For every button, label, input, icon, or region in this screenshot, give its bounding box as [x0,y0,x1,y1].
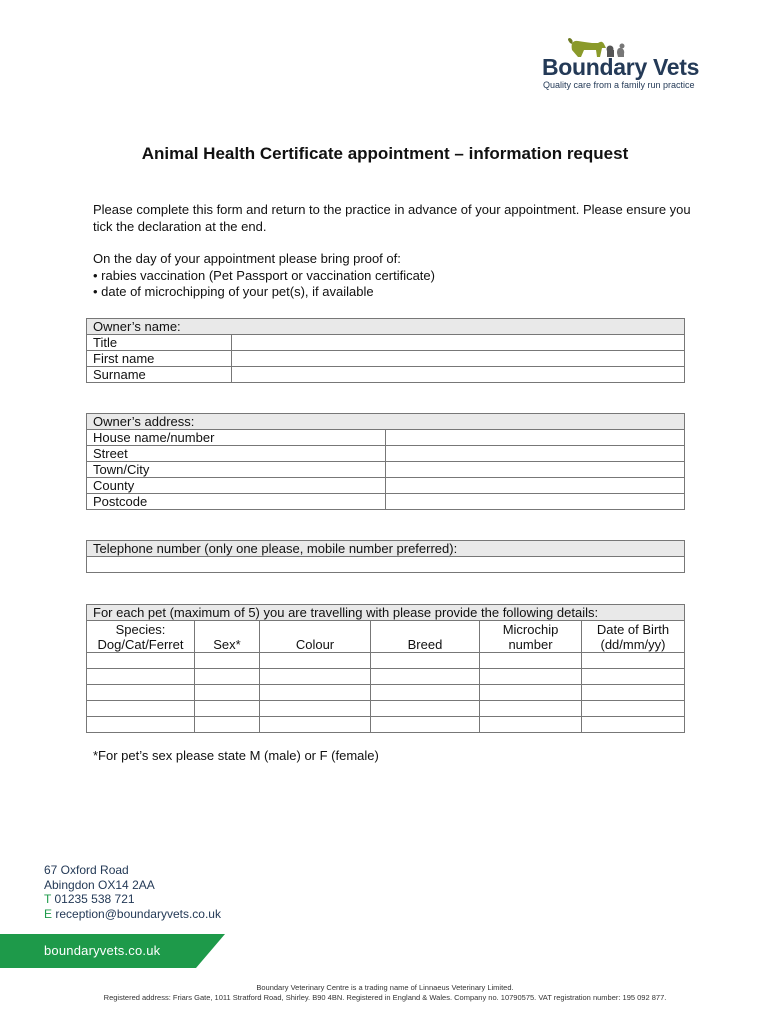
boundary-vets-logo [540,36,740,96]
pet-species-input[interactable] [87,669,195,685]
pet-row [87,685,685,701]
col-sex: Sex* [195,621,260,653]
owner-address-header: Owner’s address: [87,414,685,430]
pets-table [86,604,685,733]
pet-row [87,701,685,717]
sex-footnote: *For pet’s sex please state M (male) or F (female) [93,748,379,763]
owner-name-header: Owner’s name: [87,319,685,335]
street-input[interactable] [386,446,685,462]
pets-header: For each pet (maximum of 5) you are travelling with please provide the following details: [87,605,685,621]
first-name-input[interactable] [232,351,685,367]
pet-breed-input[interactable] [371,701,480,717]
pet-microchip-input[interactable] [480,653,582,669]
field-label-surname: Surname [87,367,232,383]
website-banner [0,934,225,968]
pet-colour-input[interactable] [260,685,371,701]
owner-name-table [86,318,685,383]
pet-colour-input[interactable] [260,717,371,733]
pet-colour-input[interactable] [260,653,371,669]
pet-species-input[interactable] [87,653,195,669]
intro-text: Please complete this form and return to the practice in advance of your appointment. Please ensure you tick the declaration at the end. [93,202,691,234]
page-title: Animal Health Certificate appointment – information request [141,144,629,163]
county-input[interactable] [386,478,685,494]
pet-row [87,669,685,685]
field-label-postcode: Postcode [87,494,386,510]
email-address[interactable]: reception@boundaryvets.co.uk [55,906,221,921]
pet-dob-input[interactable] [582,717,685,733]
legal-line-2: Registered address: Friars Gate, 1011 Stratford Road, Shirley. B90 4BN. Registered in England & Wales. Company no. 10790575. VAT registration number: 195 092 877. [103,993,667,1002]
brand-tagline: Quality care from a family run practice [543,80,695,90]
tel-label: T [44,892,52,906]
pet-microchip-input[interactable] [480,701,582,717]
address-line-1: 67 Oxford Road [44,863,129,877]
col-colour: Colour [260,621,371,653]
legal-line-1: Boundary Veterinary Centre is a trading name of Linnaeus Veterinary Limited. [256,983,514,992]
pet-breed-input[interactable] [371,685,480,701]
col-breed: Breed [371,621,480,653]
proof-intro: On the day of your appointment please bring proof of: [93,251,401,266]
field-label-county: County [87,478,386,494]
pet-colour-input[interactable] [260,701,371,717]
pet-species-input[interactable] [87,717,195,733]
pet-species-input[interactable] [87,685,195,701]
surname-input[interactable] [232,367,685,383]
pet-sex-input[interactable] [195,701,260,717]
col-microchip: Microchip number [480,621,582,653]
pet-sex-input[interactable] [195,717,260,733]
pet-microchip-input[interactable] [480,685,582,701]
pet-row [87,653,685,669]
col-species: Species: Dog/Cat/Ferret [87,621,195,653]
title-input[interactable] [232,335,685,351]
pet-sex-input[interactable] [195,669,260,685]
pet-dob-input[interactable] [582,669,685,685]
proof-list [93,251,693,301]
brand-name: Boundary Vets [542,54,700,80]
field-label-street: Street [87,446,386,462]
pet-breed-input[interactable] [371,669,480,685]
pet-colour-input[interactable] [260,669,371,685]
telephone-number: 01235 538 721 [54,892,135,906]
proof-bullet-rabies: • rabies vaccination (Pet Passport or vaccination certificate) [93,267,435,283]
pet-dob-input[interactable] [582,701,685,717]
telephone-table [86,540,685,573]
proof-bullet-microchip: • date of microchipping of your pet(s), if available [93,284,374,299]
pet-sex-input[interactable] [195,685,260,701]
email-line [44,907,221,922]
telephone-input[interactable] [87,557,685,573]
pet-breed-input[interactable] [371,653,480,669]
email-label: E [44,906,53,921]
pet-microchip-input[interactable] [480,717,582,733]
owner-address-table [86,413,685,510]
address-line-2: Abingdon OX14 2AA [44,877,155,892]
col-dob: Date of Birth (dd/mm/yy) [582,621,685,653]
legal-text [0,983,770,1003]
pet-row [87,717,685,733]
telephone-line [44,892,221,907]
pet-sex-input[interactable] [195,653,260,669]
telephone-header: Telephone number (only one please, mobile number preferred): [87,541,685,557]
field-label-first-name: First name [87,351,232,367]
practice-address [44,863,221,921]
pet-microchip-input[interactable] [480,669,582,685]
town-input[interactable] [386,462,685,478]
pet-dob-input[interactable] [582,653,685,669]
pet-species-input[interactable] [87,701,195,717]
intro-paragraph [93,202,693,235]
field-label-title: Title [87,335,232,351]
pet-dob-input[interactable] [582,685,685,701]
house-input[interactable] [386,430,685,446]
field-label-house: House name/number [87,430,386,446]
pet-breed-input[interactable] [371,717,480,733]
postcode-input[interactable] [386,494,685,510]
website-link[interactable]: boundaryvets.co.uk [44,943,161,958]
field-label-town: Town/City [87,462,386,478]
